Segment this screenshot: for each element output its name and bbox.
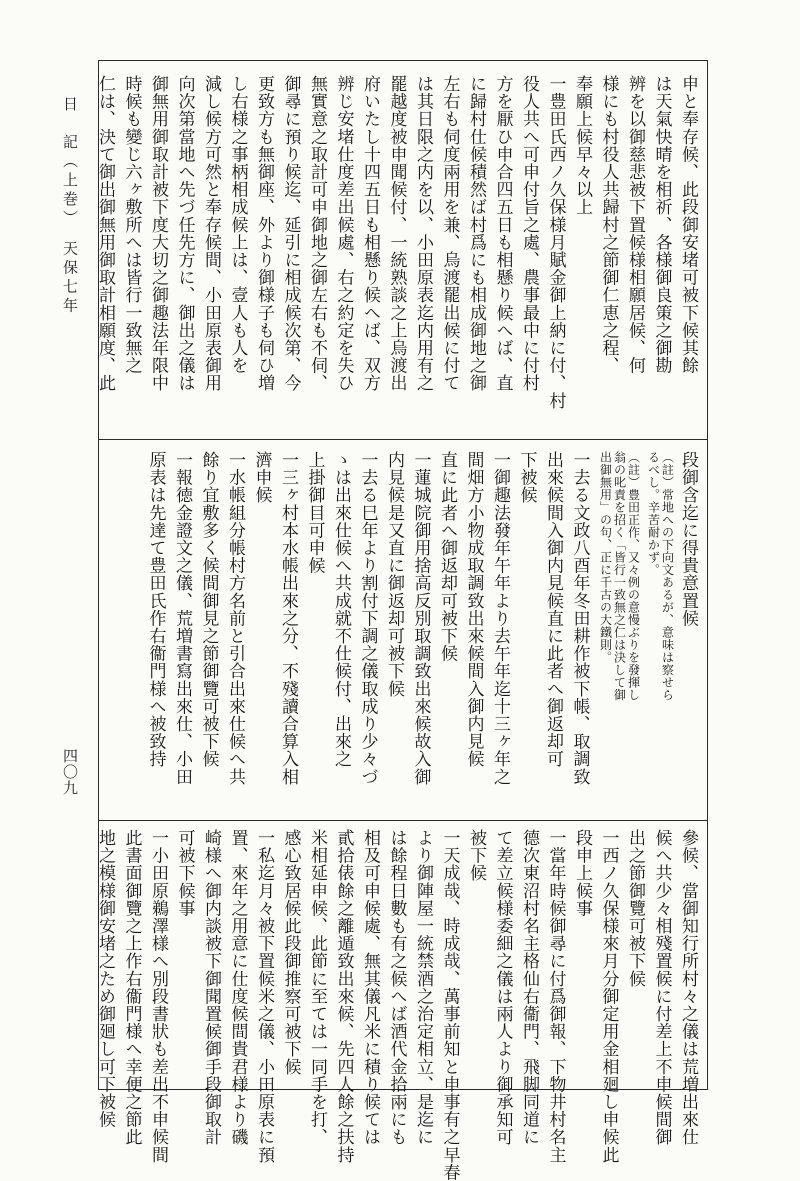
text-column: 參候、當御知行所村々之儀は荒増出來仕 [678,829,698,1146]
text-column: 被下候 [466,829,486,882]
text-column: 間畑方小物成取調致出來候間入御内見候 [463,451,484,768]
text-column: 餘り宜敷多く候間御見之節御覽可被下候 [198,451,219,768]
annotation-column: 翁の叱責を招く「皆行一致無之仁は決して御 [612,451,627,701]
text-column: より御陣屋一統禁酒之治定相立、是迄に [413,829,433,1146]
text-column: 一三ヶ村本水帳出來之分、不殘讀合算入相 [278,451,298,786]
text-column: し右様之事柄相成候上は、壹人も人を [227,75,248,375]
text-column: 府いたし十四五日も相懸り候へば、双方 [360,75,380,392]
text-column: 德次東沼村名主格仙右衞門、飛脚同道に [519,829,539,1146]
band-divider-lower [99,820,707,821]
text-column: 無實意之取計可申御地之御左右も不伺、 [307,75,327,392]
text-column: 一豊田氏西ノ久保様月賦金御上納に付、村 [545,75,566,410]
annotation-column: （註）豊田正作、又々例の意慢ぶりを發揮し [626,451,641,701]
annotation-column: 出御無用」の句、正に千古の大鐵則。 [598,451,613,664]
text-column: は其日限之内を以、小田原表迄内用有之 [413,75,433,392]
text-column: 向次第當地へ先づ任先方に、御出之儀は [174,75,195,392]
text-column: 米相延申候、此節に至ては一同手を打、 [307,829,327,1146]
page-number: 四〇九 [61,748,79,796]
band-divider-upper [99,439,707,440]
text-column: 段申上候事 [572,829,592,917]
text-column: 相及可申候處、無其儀凡米に積り候ては [360,829,380,1146]
text-column: 直に此者へ御返却可被下候 [437,451,457,663]
text-column: 御尋に預り候迄、延引に相成候次第、今 [280,75,301,392]
text-column: 一去る巳年より割付下調之儀取成り少々づ [357,451,378,786]
text-column: ゝは出來仕候へ共成就不仕候付、出來之 [331,451,351,768]
text-column: 一蓮城院御用捨高反別取調致出來候故入御 [410,451,431,786]
text-column: 地之模様御安堵之ため御廻し可下被候 [95,829,115,1129]
text-frame [95,60,708,1181]
text-column: 一當年時候御尋に付爲御報、下物井村名主 [545,829,566,1164]
text-column: 罷越度被申聞候付、一統熟談之上烏渡出 [386,75,407,392]
text-column: 時候も變じ六ヶ敷所へは皆行一致無之 [121,75,142,375]
text-column: 可被下候事 [174,829,195,917]
text-column: 感心致居候此段御推察可被下候 [280,829,301,1076]
middle-band [105,451,701,813]
text-column: 役人共へ可申付旨之處、農事最中に付村 [519,75,539,392]
annotation-column: るべし。辛苦耐かず。 [646,451,661,576]
text-column: 一水帳組分帳村方名前と引合出來仕候へ共 [225,451,245,786]
annotation-column: （註）常地への下向文あるが、意味は察せら [660,451,675,701]
text-column: 方を厭ひ申合四五日も相懸り候へば、直 [492,75,513,392]
text-column: 奉願上候早々以上 [572,75,592,216]
text-column: 辨を以御慈悲被下置候様相願居候、何 [625,75,645,375]
text-column: 辨じ安堵仕度差出候處、右之約定を失ひ [333,75,354,392]
text-column: 一天成哉、時成哉、萬事前知と申事有之早春 [439,829,460,1181]
text-column: 一小田原鵜澤様へ別段書狀も差出不申候間 [148,829,168,1164]
text-column: 置、來年之用意に仕度候間貴君様より磯 [227,829,248,1146]
upper-band [95,75,701,431]
text-column: 減し候方可然と奉存候間、小田原表御用 [201,75,221,392]
text-column: 一西ノ久保様來月分御定用金相廻し申候此 [598,829,619,1164]
text-column: 段御含迄に得貴意置候 [678,451,698,627]
text-column: 様にも村役人共歸村之節御仁恵之程、 [598,75,619,375]
text-column: 内見候是又直に御返却可被下候 [384,451,404,698]
text-column: 崎様へ御内談被下御聞置候御手段御取計 [201,829,221,1146]
text-column: 申と奉存候、此段御安堵可被下候其餘 [678,75,698,375]
text-column: 仁は、決て御出御無用御取計相願度、此 [95,75,115,392]
running-title: 日 記（上巻） 天保七年 [61,96,79,317]
text-column: は天氣快晴を相祈、各様御良策之御勘 [651,75,672,375]
text-column: 出之節御覽可被下候 [625,829,645,988]
text-column: 貳拾俵餘之離遁致出來候、先四人餘之扶持 [333,829,354,1164]
text-column: 一報徳金證文之儀、荒増書寫出來仕、小田 [172,451,192,786]
text-column: 更致方も無御座、外より御様子も伺ひ増 [254,75,274,392]
text-column: 御無用御取計被下度大切之御趣法年限中 [148,75,168,392]
text-column: 原表は先達て豊田氏作右衞門様へ被致持 [145,451,166,768]
text-column: 此書面御覽之上作右衞門様へ幸便之節此 [121,829,142,1146]
text-column: に歸村仕候積然ば村爲にも相成御地之御 [466,75,486,392]
text-column: て差立候様委細之儀は兩人より御承知可 [492,829,513,1146]
text-column: 一私迄月々被下置候米之儀、小田原表に預 [254,829,274,1164]
text-column: 出來候間入御内見候直に此者へ御返却可 [543,451,563,768]
text-column: 上掛御目可申候 [304,451,325,575]
lower-band [95,829,701,1181]
text-column: は餘程日數も有之候へば酒代金拾兩にも [386,829,407,1146]
text-column: 下被候 [516,451,537,504]
text-column: 一去る文政八酉年冬田耕作被下帳、取調致 [569,451,590,786]
text-column: 候へ共少々相殘置候に付差上不申候間御 [651,829,672,1146]
text-column: 一御趣法發年午年より去午年迄十三ヶ年之 [490,451,510,786]
text-column: 左右も伺度兩用を兼、烏渡罷出候に付て [439,75,460,392]
text-column: 濟申候 [251,451,272,504]
